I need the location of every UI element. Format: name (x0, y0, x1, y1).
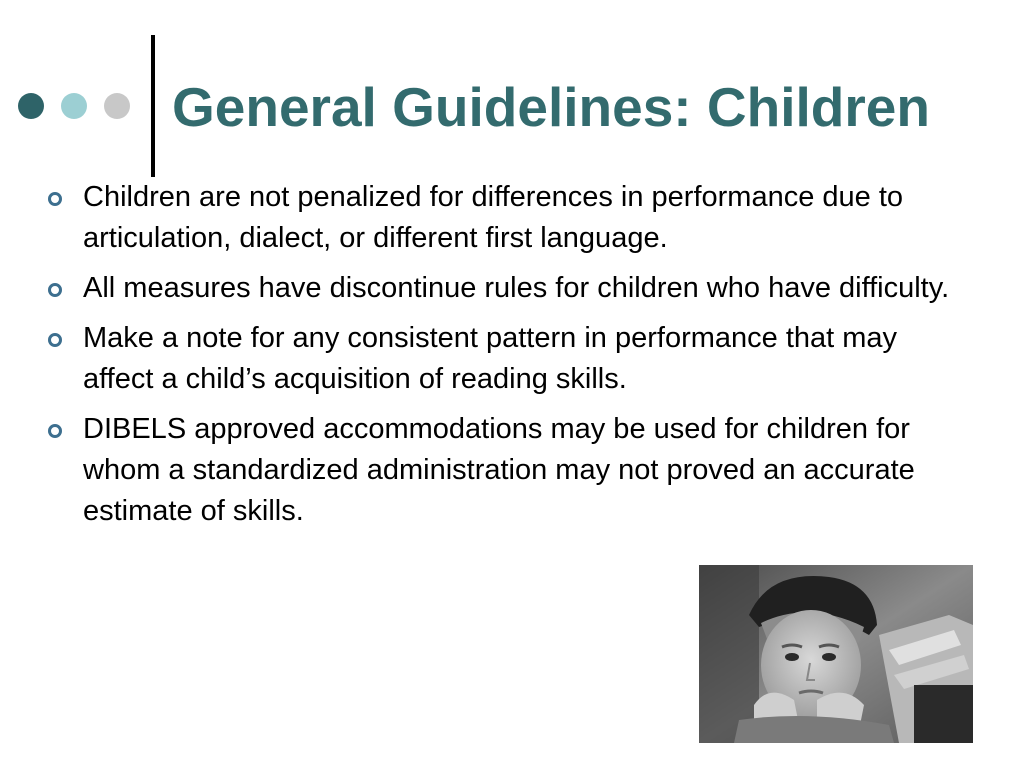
bullet-circle-icon (48, 192, 62, 206)
decoration-dot-gray (104, 93, 130, 119)
bullet-item (48, 409, 968, 532)
bullet-text: Make a note for any consistent pattern in performance that may affect a child’s acquisition of reading skills. (83, 322, 898, 395)
boy-photo-illustration (699, 565, 973, 743)
decoration-dot-dark (18, 93, 44, 119)
title-divider-line (151, 35, 155, 177)
bullet-item (48, 268, 968, 309)
bullet-item (48, 177, 968, 259)
bullet-circle-icon (48, 333, 62, 347)
boy-photo (699, 565, 973, 743)
slide-title: General Guidelines: Children (172, 76, 930, 138)
bullet-text: DIBELS approved accommodations may be used for children for whom a standardized administration may not proved an accurate estimate of skills. (83, 413, 915, 527)
bullet-list (48, 177, 968, 541)
bullet-text: Children are not penalized for differences in performance due to articulation, dialect, or different first language. (83, 181, 904, 254)
bullet-circle-icon (48, 424, 62, 438)
bullet-circle-icon (48, 283, 62, 297)
decoration-dot-teal (61, 93, 87, 119)
title-decoration-dots (18, 93, 138, 121)
bullet-item (48, 318, 968, 400)
bullet-text: All measures have discontinue rules for children who have difficulty. (83, 272, 950, 304)
